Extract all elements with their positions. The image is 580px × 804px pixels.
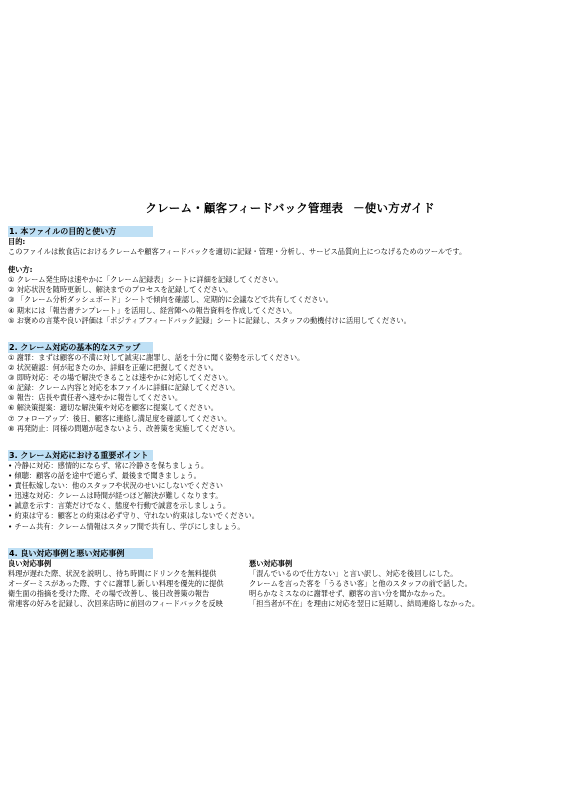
section-steps (8, 342, 568, 434)
bad-example: 「担当者が不在」を理由に対応を翌日に延期し、結局連絡しなかった。 (249, 599, 480, 609)
usage-item: ② 対応状況を随時更新し、解決までのプロセスを記録してください。 (8, 285, 233, 295)
good-example: オーダーミスがあった際、すぐに謝罪し新しい料理を優先的に提供 (8, 579, 224, 589)
usage-item: ① クレーム発生時は速やかに「クレーム記録表」シートに詳細を記録してください。 (8, 275, 283, 285)
section-examples (8, 548, 568, 609)
point-item: • 責任転嫁しない：他のスタッフや状況のせいにしないでください (8, 481, 223, 491)
point-item: • チーム共有：クレーム情報はスタッフ間で共有し、学びにしましょう。 (8, 521, 245, 531)
example-row (8, 579, 568, 589)
section-heading: 4. 良い対応事例と悪い対応事例 (8, 548, 153, 559)
section-purpose (8, 226, 568, 326)
section-heading: 3. クレーム対応における重要ポイント (8, 450, 153, 461)
section-heading: 1. 本ファイルの目的と使い方 (8, 226, 153, 237)
example-row (8, 599, 568, 609)
step-item: ⑦ フォローアップ：後日、顧客に連絡し満足度を確認してください。 (8, 413, 232, 423)
purpose-label: 目的: (8, 237, 26, 246)
good-example: 常連客の好みを記録し、次回来店時に前回のフィードバックを反映 (8, 599, 223, 609)
point-item: • 傾聴：顧客の話を途中で遮らず、最後まで聞きましょう。 (8, 471, 201, 481)
bad-example: 「混んでいるので仕方ない」と言い訳し、対応を後回しにした。 (249, 569, 458, 579)
step-item: ④ 記録：クレーム内容と対応を本ファイルに詳細に記録してください。 (8, 383, 240, 393)
good-example: 料理が遅れた際、状況を説明し、待ち時間にドリンクを無料提供 (8, 569, 217, 579)
bad-example: 明らかなミスなのに謝罪せず、顧客の言い分を聞かなかった。 (249, 589, 450, 599)
point-item: • 冷静に対応：感情的にならず、常に冷静さを保ちましょう。 (8, 461, 209, 470)
step-item: ① 謝罪：まずは顧客の不満に対して誠実に謝罪し、話を十分に聞く姿勢を示してください。 (8, 353, 305, 362)
examples-header-row (8, 559, 568, 569)
bad-examples-label: 悪い対応事例 (249, 559, 293, 568)
page-title (0, 200, 580, 216)
section-heading: 2. クレーム対応の基本的なステップ (8, 342, 153, 353)
point-item: • 約束は守る：顧客との約束は必ず守り、守れない約束はしないでください。 (8, 511, 259, 521)
bad-example: クレームを言った客を「うるさい客」と他のスタッフの前で話した。 (249, 579, 472, 589)
usage-item: ③ 「クレーム分析ダッシュボード」シートで傾向を確認し、定期的に会議などで共有してください。 (8, 295, 333, 305)
point-item: • 迅速な対応：クレームは時間が経つほど解決が難しくなります。 (8, 491, 223, 501)
step-item: ③ 即時対応：その場で解決できることは速やかに対応してください。 (8, 373, 233, 383)
step-item: ② 状況確認：何が起きたのか、詳細を正確に把握してください。 (8, 363, 218, 373)
step-item: ⑤ 報告：店長や責任者へ速やかに報告してください。 (8, 393, 183, 403)
step-item: ⑥ 解決策提案：適切な解決策や対応を顧客に提案してください。 (8, 403, 218, 413)
usage-item: ④ 期末には「報告書テンプレート」を活用し、経営陣への報告資料を作成してください。 (8, 305, 297, 315)
purpose-text: このファイルは飲食店におけるクレームや顧客フィードバックを適切に記録・管理・分析し、サービス品質向上につなげるためのツールです。 (8, 247, 467, 257)
usage-item: ⑤ お褒めの言葉や良い評価は「ポジティブフィードバック記録」シートに記録し、スタッフの動機付けに活用してください。 (8, 315, 411, 325)
good-example: 衛生面の指摘を受けた際、その場で改善し、後日改善策の報告 (8, 589, 210, 599)
point-item: • 誠意を示す：言葉だけでなく、態度や行動で誠意を示しましょう。 (8, 501, 231, 511)
step-item: ⑧ 再発防止：同様の問題が起きないよう、改善策を実施してください。 (8, 423, 240, 433)
usage-label: 使い方: (8, 265, 33, 275)
example-row (8, 569, 568, 579)
example-row (8, 589, 568, 599)
title-main: クレーム・顧客フィードバック管理表 (145, 201, 344, 215)
good-examples-label: 良い対応事例 (8, 559, 52, 568)
section-key-points (8, 450, 568, 532)
title-suffix: －使い方ガイド (353, 201, 435, 215)
